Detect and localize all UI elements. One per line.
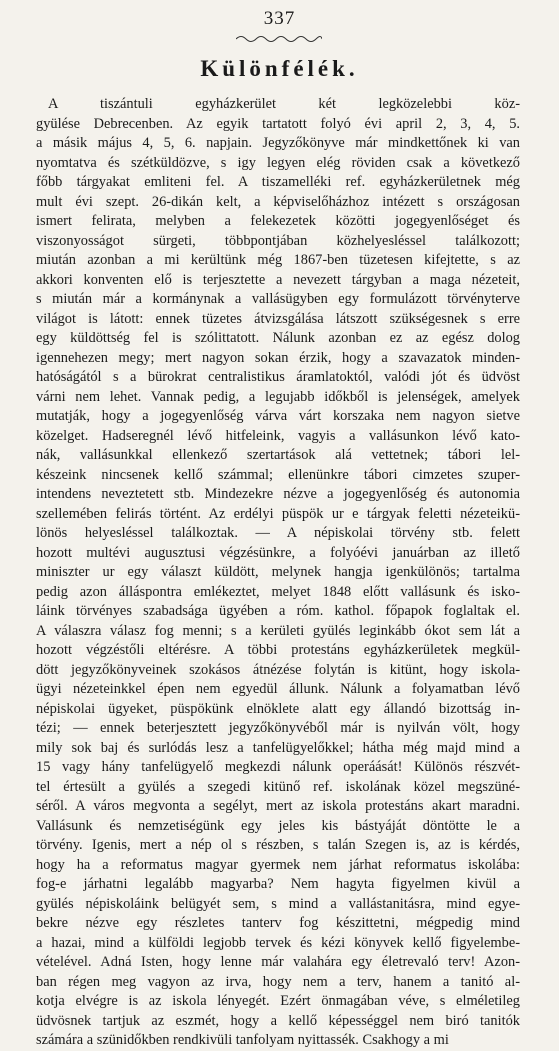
text-line: miután azonban a mi kerültünk még 1867-ben tüzetesen kifejtette, s az [36,252,520,268]
text-line: készeink nincsenek kellő számmal; ellenünkre tábori cimzetes szuper- [36,466,520,483]
text-line: a másik május 4, 5, 6. napjain. Jegyzőkönyve már mindkettőnek ki van [36,135,520,151]
text-line: Vallásunk és nemzetiségünk egy jeles kis bástyáját döntötte le a [36,817,520,834]
text-line: dött jegyzőkönyveinek szokásos átnézése folytán is kitünt, hogy iskola- [36,661,520,678]
text-line: üdvösnek tartjuk az eszmét, hogy a kellő képességgel nem biró tanitók [36,1012,520,1029]
text-line: tel értesült a gyülés a szegedi kitünő ref. iskolának közel megszüné- [36,778,520,795]
text-line: a hazai, mind a külföldi legjobb tervek és kézi könyvek kellő figyelembe- [36,934,520,951]
text-line: ismert felirata, melyben a felekezetek közötti jogegyenlőséget és [36,213,520,229]
text-line: A válaszra válasz fog menni; s a kerületi gyülés leginkább ókot sem lát a [36,622,520,639]
text-line: 15 vagy hány tanfelügyelő megkezdi nálunk operáását! Különös részvét- [36,759,520,775]
text-line: egy küldöttség fel is szólittatott. Nálunk azonban ez az egész dolog [36,330,520,346]
text-line: ügyi nézeteinkkel épen nem egyedül állunk. Nálunk a folyamatban lévő [36,681,520,697]
text-line: vételével. Adná Isten, hogy lenne már valahára egy életrevaló terv! Azon- [36,954,520,970]
text-line: hatóságától s a bürokrat centralistikus áramlatoktól, valódi jót és üdvöst [36,369,520,385]
text-line: miniszter ur egy választ küldött, melynek hangja igenkülönös; tartalma [36,564,520,580]
section-heading: Különfélék. [200,56,359,81]
text-line: bekre nézve egy részletes tanterv fog készittetni, mégpedig mind [36,915,520,931]
text-line: igennehezen megy; mert nagyon sokan érzik, hogy a szavazatok minden- [36,349,520,366]
text-line: főbb tárgyakat emliteni fel. A tiszamelléki ref. egyházkerületnek még [36,174,520,190]
text-line: kotja elvégre is az iskola lényegét. Ezért önmagában véve, s elméletileg [36,993,520,1009]
text-line: népiskolai ügyeket, püspökünk elnöklete alatt egy állandó bizottság in- [36,700,520,717]
text-line: fog-e járhatni legalább magyarba? Nem hagyta figyelmen kivül a [36,876,520,892]
text-line: ban régen meg vagyon az irva, hogy nem a terv, hanem a tanitó al- [36,973,520,990]
text-line: szellemében felirás történt. Az erdélyi püspök ur e tárgyak feletti nézeteikü- [36,505,520,522]
text-line: nyomtatva és szétküldözve, s igy legyen elég röviden csak a következő [36,154,520,171]
page-number: 337 [263,8,296,29]
text-line: tézi; — ennek beterjesztett jegyzőkönyvéből már is nyilván völt, hogy [36,720,520,736]
text-line: törvény. Igenis, mert a nép ol s részben, s talán Szegen is, az is kérdés, [36,837,520,853]
text-line: mult évi szept. 26-dikán kelt, a képviselőházhoz intézett s országosan [36,193,520,210]
text-line: világot is látott: ennek tüzetes átvizsgálása látszott szükségesnek s erre [36,310,520,327]
text-line: pedig azon álláspontra emlékeztet, melyet 1848 előtt vallásunk és isko- [36,583,520,600]
text-line: s miután már a kormánynak a vallásügyben egy formulázott törvényterve [36,291,520,307]
text-line: várni nem lehet. Vannak pedig, a legujabb időkből is jelenségek, amelyek [36,388,520,405]
text-line: hogy ha a reformatus magyar gyermek nem járhat reformatus iskolába: [36,856,520,873]
text-line: A tiszántuli egyházkerület két legközelebbi köz- [48,96,520,112]
text-line: közelget. Hadseregnél lévő hitfeleink, vagyis a vallásunkon lévő kato- [36,427,520,444]
text-line: gyülés népiskoláink belügyét sem, s mind a vallástanitásra, mind egye- [36,895,520,912]
wavy-rule-ornament [236,34,322,44]
text-line: séről. A város megvonta a segélyt, mert az iskola protestáns akart maradni. [36,798,520,814]
text-line: akkori konventen elő is terjesztette a nevezett tárgyban a maga nézeteit, [36,271,520,288]
text-line: hozott végzéstőli eltérésre. A többi protestáns egyházkerületek megkül- [36,642,520,658]
text-line: mutatják, hogy a jogegyenlőség várva várt korszaka nem nagyon sietve [36,408,520,424]
text-line: számára a szünidőkben rendkivüli tanfolyam nyittassék. Csakhogy a mi [36,1032,449,1048]
text-line: viszonyosságot sürgeti, többpontjában közhelyesléssel találkozott; [36,232,520,249]
text-line: gyülése Debrecenben. Az egyik tartatott folyó évi april 2, 3, 4, 5. [36,115,520,132]
text-line: hozott multévi augusztusi végzésünkre, a folyóévi januárban az illető [36,544,520,561]
text-line: nák, vallásunkkal ellenkező szertartások alá vettetnek; tábori lel- [36,447,520,463]
text-line: mily sok baj és surlódás lesz a tanfelügyelőkkel; hátha még majd mind a [36,739,520,756]
text-line: láink törvényes szabadsága ügyében a róm. kathol. főpapok foglaltak el. [36,603,520,619]
body-paragraph [36,95,520,1051]
text-line: lönös helyesléssel találkoztak. — A népiskolai törvény stb. felett [36,525,520,541]
text-line: intendens neveztetett stb. Mindezekre nézve a jogegyenlőség és autonomia [36,486,520,502]
